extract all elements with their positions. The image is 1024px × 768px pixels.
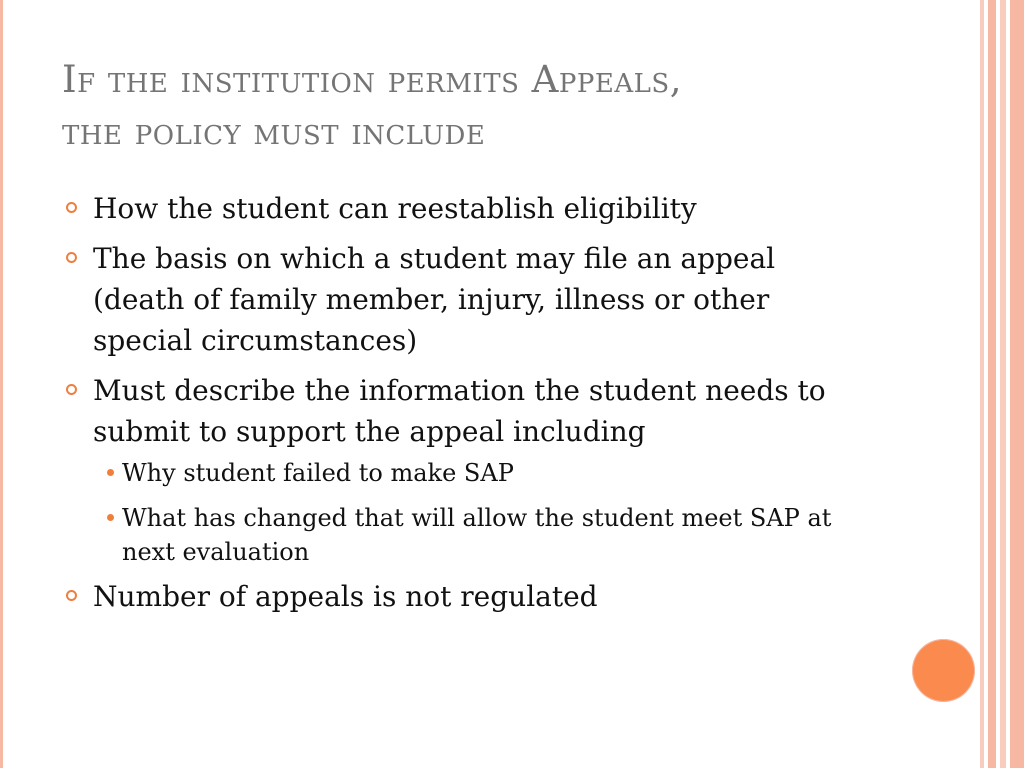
bullet-item xyxy=(66,238,866,361)
bullet-ring-icon xyxy=(66,384,77,395)
bullet-text: Must describe the information the student needs to submit to support the appeal including xyxy=(93,374,826,448)
bullet-item xyxy=(66,576,866,617)
bullet-list xyxy=(66,188,866,626)
title-line-1: If the institution permits Appeals, xyxy=(62,58,682,101)
sub-bullet-list xyxy=(93,456,866,569)
title-line-2: the policy must include xyxy=(62,110,486,153)
bullet-text: How the student can reestablish eligibility xyxy=(93,192,697,225)
right-stripe xyxy=(988,0,996,768)
sub-bullet-item xyxy=(107,456,866,490)
bullet-ring-icon xyxy=(66,590,77,601)
bullet-text: Number of appeals is not regulated xyxy=(93,580,598,613)
sub-bullet-item xyxy=(107,501,866,569)
decorative-circle xyxy=(912,639,975,702)
right-stripe xyxy=(1010,0,1024,768)
bullet-ring-icon xyxy=(66,202,77,213)
left-border-line xyxy=(0,0,3,768)
slide-title xyxy=(62,54,862,158)
bullet-dot-icon xyxy=(107,469,114,476)
bullet-item xyxy=(66,370,866,569)
sub-bullet-text: Why student failed to make SAP xyxy=(122,459,514,487)
right-stripe xyxy=(1000,0,1006,768)
sub-bullet-text: What has changed that will allow the student meet SAP at next evaluation xyxy=(122,504,832,566)
bullet-ring-icon xyxy=(66,252,77,263)
bullet-dot-icon xyxy=(107,514,114,521)
bullet-item xyxy=(66,188,866,229)
bullet-text: The basis on which a student may file an appeal (death of family member, injury, illness or other special circumstances) xyxy=(93,242,776,357)
right-stripe xyxy=(980,0,984,768)
